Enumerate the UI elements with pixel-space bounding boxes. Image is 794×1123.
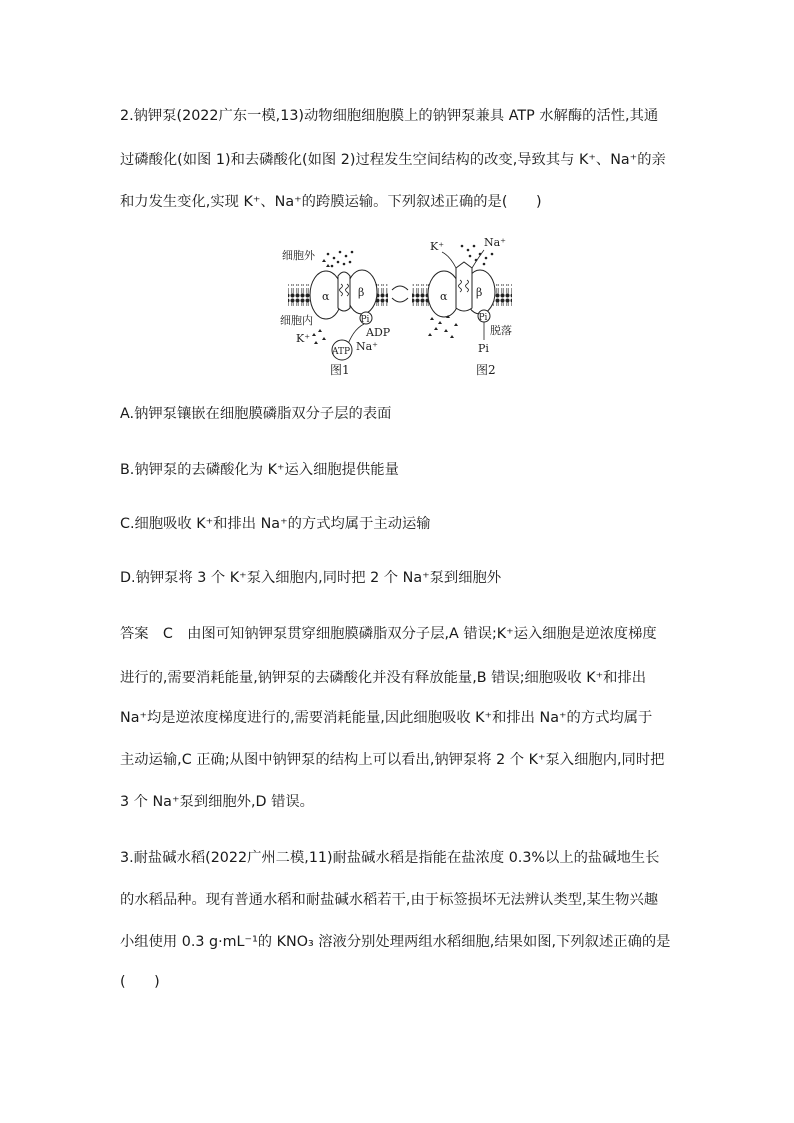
q3-stem-line-3: 小组使用 0.3 g·mL⁻¹的 KNO₃ 溶液分别处理两组水稻细胞,结果如图,下列叙述正确的是 (120, 934, 671, 950)
q2-answer-line-2: 进行的,需要消耗能量,钠钾泵的去磷酸化并没有释放能量,B 错误;细胞吸收 K⁺和排出 (120, 670, 647, 686)
figure1-inside-label: 细胞内 (280, 314, 313, 327)
q3-stem-line-4: ( ) (120, 974, 160, 990)
figure1-caption: 图1 (330, 363, 350, 377)
figure1-beta-label: β (358, 286, 365, 299)
figure2-k-label: K⁺ (430, 240, 445, 253)
figure2-na-label: Na⁺ (484, 236, 506, 249)
figure1-atp-label: ATP (332, 347, 351, 357)
figure1-adp-label: ADP (366, 326, 391, 339)
q2-answer-line-3: Na⁺均是逆浓度梯度进行的,需要消耗能量,因此细胞吸收 K⁺和排出 Na⁺的方式均属于 (120, 710, 653, 726)
figure2-falloff-label: 脱落 (490, 324, 512, 337)
q3-stem-line-2: 的水稻品种。现有普通水稻和耐盐碱水稻若干,由于标签损坏无法辨认类型,某生物兴趣 (120, 892, 659, 908)
figure2-ions-inside (428, 315, 458, 338)
q3-stem-line-1: 3.耐盐碱水稻(2022广州二模,11)耐盐碱水稻是指能在盐浓度 0.3%以上的盐碱地生长 (120, 850, 660, 866)
figure2-pump (428, 262, 495, 317)
q2-answer-line-4: 主动运输,C 正确;从图中钠钾泵的结构上可以看出,钠钾泵将 2 个 K⁺泵入细胞内,同时把 (120, 752, 665, 768)
q2-option-d: D.钠钾泵将 3 个 K⁺泵入细胞内,同时把 2 个 Na⁺泵到细胞外 (120, 570, 502, 586)
figure2-pi-label: Pi (478, 313, 488, 323)
figure1-k-label: K⁺ (296, 332, 311, 345)
q2-stem-line-2: 过磷酸化(如图 1)和去磷酸化(如图 2)过程发生空间结构的改变,导致其与 K⁺、Na⁺的亲 (120, 152, 666, 168)
figure2-free-pi-label: Pi (478, 342, 489, 355)
figure1-ions-outside (322, 251, 353, 268)
figure1-ions-inside (312, 329, 326, 344)
q2-option-a: A.钠钾泵镶嵌在细胞膜磷脂双分子层的表面 (120, 406, 392, 422)
figure1-na-label: Na⁺ (356, 340, 378, 353)
sodium-potassium-pump-figure (280, 232, 520, 380)
figure1-alpha-label: α (322, 290, 330, 303)
q2-stem-line-3: 和力发生变化,实现 K⁺、Na⁺的跨膜运输。下列叙述正确的是( ) (120, 194, 542, 210)
figure1-outside-label: 细胞外 (282, 249, 315, 262)
q2-option-b: B.钠钾泵的去磷酸化为 K⁺运入细胞提供能量 (120, 462, 399, 478)
q2-option-c: C.细胞吸收 K⁺和排出 Na⁺的方式均属于主动运输 (120, 516, 431, 532)
figure1-pi-label: Pi (360, 315, 370, 325)
q2-stem-line-1: 2.钠钾泵(2022广东一模,13)动物细胞细胞膜上的钠钾泵兼具 ATP 水解酶的活性,其通 (120, 108, 659, 124)
figure2-beta-label: β (476, 286, 483, 299)
figure2-caption: 图2 (476, 363, 496, 377)
figure2-alpha-label: α (440, 290, 448, 303)
q2-answer-line-5: 3 个 Na⁺泵到细胞外,D 错误。 (120, 794, 314, 810)
q2-answer-line-1: 答案 C 由图可知钠钾泵贯穿细胞膜磷脂双分子层,A 错误;K⁺运入细胞是逆浓度梯度 (120, 626, 657, 642)
